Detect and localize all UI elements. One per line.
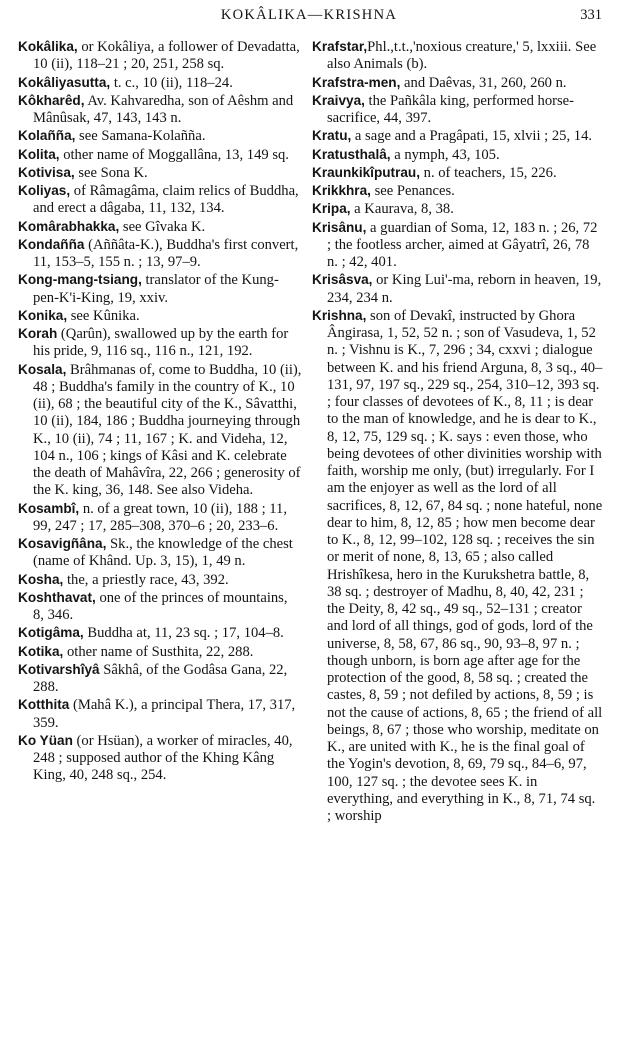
entry-headword: Kosala, — [18, 361, 67, 377]
index-entry — [18, 182, 302, 218]
entry-headword: Kosavigñâna, — [18, 536, 107, 551]
entry-text: see Penances. — [370, 183, 455, 199]
entry-text: or King Lui'-ma, reborn in heaven, 19, 234, 234 n. — [327, 272, 602, 306]
entry-headword: Kokâlika, — [18, 39, 78, 54]
entry-text: one of the princes of mountains, 8, 346. — [33, 589, 288, 623]
entry-headword: Kotigâma, — [18, 625, 84, 641]
index-entry — [18, 271, 302, 307]
index-entry — [18, 624, 302, 642]
index-entry — [18, 236, 302, 272]
entry-headword: Kondañña — [18, 236, 85, 252]
entry-headword: Kratusthalâ, — [312, 146, 391, 162]
entry-headword: Korah — [18, 326, 58, 341]
entry-text: Av. Kahvaredha, son of Aêshm and Mânûsak, 47, 143, 143 n. — [33, 92, 294, 126]
entry-headword: Krafstar, — [312, 39, 368, 54]
index-entry — [312, 307, 603, 826]
entry-text: see Samana-Kolañña. — [75, 128, 206, 145]
index-column-right — [312, 38, 603, 825]
entry-text: or Kokâliya, a follower of Devadatta, 10 (ii), 118–21 ; 20, 251, 258 sq. — [33, 39, 300, 73]
entry-text: see Gîvaka K. — [119, 218, 206, 235]
entry-headword: Kosambî, — [18, 500, 80, 516]
entry-text: translator of the Kung-pen-K'i-King, 19, xxiv. — [33, 272, 279, 306]
entry-headword: Krikkhra, — [312, 183, 371, 198]
entry-text: a nymph, 43, 105. — [390, 146, 500, 163]
index-entry — [18, 589, 302, 625]
index-entry — [18, 164, 302, 182]
entry-text: see Kûnika. — [67, 307, 140, 324]
entry-headword: Krafstra-men, — [312, 74, 401, 90]
entry-headword: Kratu, — [312, 128, 352, 144]
entry-text: other name of Susthita, 22, 288. — [63, 643, 254, 660]
entry-headword: Kotivarshîyâ — [18, 661, 100, 677]
entry-headword: Koshthavat, — [18, 589, 96, 605]
entry-headword: Koliyas, — [18, 183, 71, 198]
entry-text: the Pañkâla king, performed horse-sacrifice, 44, 397. — [327, 92, 575, 126]
index-entry — [312, 182, 603, 200]
index-entry — [18, 74, 302, 92]
index-entry — [18, 325, 302, 361]
index-entry — [18, 571, 302, 589]
entry-headword: Krisânu, — [312, 219, 367, 235]
index-entry — [18, 146, 302, 164]
entry-text: a sage and a Pragâpati, 15, xlvii ; 25, 14. — [351, 128, 593, 145]
entry-headword: Kraunkikîputrau, — [312, 164, 421, 180]
entry-headword: Ko Yüan — [18, 732, 73, 748]
entry-text: see Sona K. — [74, 164, 148, 181]
entry-text: the, a priestly race, 43, 392. — [63, 571, 229, 588]
index-entry — [18, 127, 302, 145]
entry-text: a Kaurava, 8, 38. — [350, 201, 454, 218]
entry-headword: Kolita, — [18, 146, 60, 162]
index-entry — [312, 146, 603, 164]
entry-text: Brâhmanas of, come to Buddha, 10 (ii), 48 ; Buddha's family in the country of K., 10 (ii), 68 ; the beautiful city of the K., Sâvatthi, 10 (ii), 184, 186 ; Buddha journeying through K., 10 (ii), 74 ; 11, 167 ; K. and Videha, 12, 104 n., 106 ; kings of Kâsi and K. celebrate the death of Mahâvîra, 22, 266 ; generosity of the K. king, 36, 148. See also Videha. — [33, 361, 302, 499]
index-entry — [18, 38, 302, 74]
index-entry — [18, 696, 302, 732]
entry-headword: Kotthita — [18, 697, 70, 713]
index-entry — [18, 661, 302, 697]
page-number: 331 — [580, 7, 602, 23]
entry-headword: Konika, — [18, 307, 68, 323]
entry-text: of Râmagâma, claim relics of Buddha, and erect a dâgaba, 11, 132, 134. — [33, 183, 299, 217]
index-entry — [312, 271, 603, 307]
entry-headword: Kraivya, — [312, 92, 365, 108]
entry-text: Sâkhâ, of the Godâsa Gana, 22, 288. — [33, 661, 288, 695]
entry-text: a guardian of Soma, 12, 183 n. ; 26, 72 ; the footless archer, aimed at Gâyatrî, 26, 78 n. ; 42, 401. — [327, 219, 598, 270]
entry-headword: Kotivisa, — [18, 164, 75, 180]
entry-headword: Kong-mang-tsiang, — [18, 272, 142, 288]
index-entry — [312, 74, 603, 92]
entry-headword: Kolañña, — [18, 128, 76, 144]
entry-text: and Daêvas, 31, 260, 260 n. — [400, 74, 567, 91]
entry-text: t. c., 10 (ii), 118–24. — [110, 74, 233, 91]
entry-text: (Qarûn), swallowed up by the earth for his pride, 9, 116 sq., 116 n., 121, 192. — [33, 326, 289, 360]
index-entry — [312, 219, 603, 272]
index-entry — [18, 307, 302, 325]
index-entry — [18, 500, 302, 536]
index-entry — [18, 92, 302, 128]
index-entry — [312, 38, 603, 74]
index-column-left — [18, 38, 302, 785]
index-entry — [312, 127, 603, 145]
index-entry — [18, 535, 302, 571]
entry-headword: Krisâsva, — [312, 272, 373, 288]
entry-text: other name of Moggallâna, 13, 149 sq. — [59, 146, 289, 163]
entry-text: (Aññâta-K.), Buddha's first convert, 11, 153–5, 155 n. ; 13, 97–9. — [33, 236, 299, 270]
entry-headword: Kôkharêd, — [18, 92, 85, 108]
header-title: KOKÂLIKA—KRISHNA — [220, 7, 398, 23]
entry-text: Sk., the knowledge of the chest (name of Khând. Up. 3, 15), 1, 49 n. — [33, 536, 293, 570]
index-entry — [312, 92, 603, 128]
entry-text: Buddha at, 11, 23 sq. ; 17, 104–8. — [83, 625, 284, 642]
index-entry — [312, 200, 603, 218]
entry-headword: Kotika, — [18, 643, 64, 659]
entry-text: n. of teachers, 15, 226. — [420, 164, 557, 181]
index-entry — [18, 732, 302, 785]
index-entry — [18, 643, 302, 661]
entry-text: Phl.,t.t.,'noxious creature,' 5, lxxiii. See also Animals (b). — [327, 39, 597, 73]
entry-headword: Kokâliyasutta, — [18, 74, 111, 90]
entry-text: son of Devakî, instructed by Ghora Ângirasa, 1, 52, 52 n. ; son of Vasudeva, 1, 52 n. ; Vishnu is K., 7, 296 ; 34, cxxvi ; dialogue between K. and his friend Arguna, 8, 3 sq., 40–131, 97, 197 sq., 229 sq., 254, 310–12, 393 sq. ; four classes of devotees of K., 8, 11 ; is dear to the man of knowledge, and he is dear to K., 8, 12, 75, 129 sq. ; K. says : even those, who being devotees of other divinities worship with faith, worship me only, (but) irregularly. For I am the enjoyer as well as the lord of all sacrifices, 8, 12, 67, 84 sq. ; none hateful, none dear to him, 8, 12, 85 ; how men become dear to K., 8, 12, 99–102, 128 sq. ; receives the sin or merit of none, 8, 13, 65 ; also called Hrishîkesa, hero in the Kurukshetra battle, 8, 38 sq. ; destroyer of Madhu, 8, 40, 42, 231 ; the Deity, 8, 42 sq., 49 sq., 52–131 ; creator and lord of all things, god of gods, lord of the universe, 8, 58, 67, 86 sq., 90, 93–8, 97 n. ; though unborn, is born age after age for the protection of the good, 8, 58 sq. ; created the castes, 8, 59 ; not defiled by actions, 8, 59 ; is not the cause of actions, 8, 65 ; the friend of all beings, 8, 67 ; those who worship, meditate on K., are united with K., he is the final goal of the Yogin's devotion, 8, 69, 79 sq., 84–6, 97, 100, 127 sq. ; the devotee sees K. in everything, and everything in K., 8, 71, 74 sq. ; worship — [327, 307, 603, 824]
entry-text: (Mahâ K.), a principal Thera, 17, 317, 359. — [33, 697, 296, 731]
entry-headword: Kosha, — [18, 571, 64, 587]
running-header — [0, 4, 618, 28]
index-entry — [18, 361, 302, 500]
index-entry — [18, 218, 302, 236]
index-entry — [312, 164, 603, 182]
entry-text: n. of a great town, 10 (ii), 188 ; 11, 99, 247 ; 17, 285–308, 370–6 ; 20, 233–6. — [33, 500, 287, 534]
entry-headword: Kripa, — [312, 201, 351, 217]
entry-headword: Komârabhakka, — [18, 218, 120, 234]
entry-text: (or Hsüan), a worker of miracles, 40, 248 ; supposed author of the Khing Kâng King, 40, 248 sq., 254. — [33, 732, 293, 784]
entry-headword: Krishna, — [312, 307, 367, 323]
